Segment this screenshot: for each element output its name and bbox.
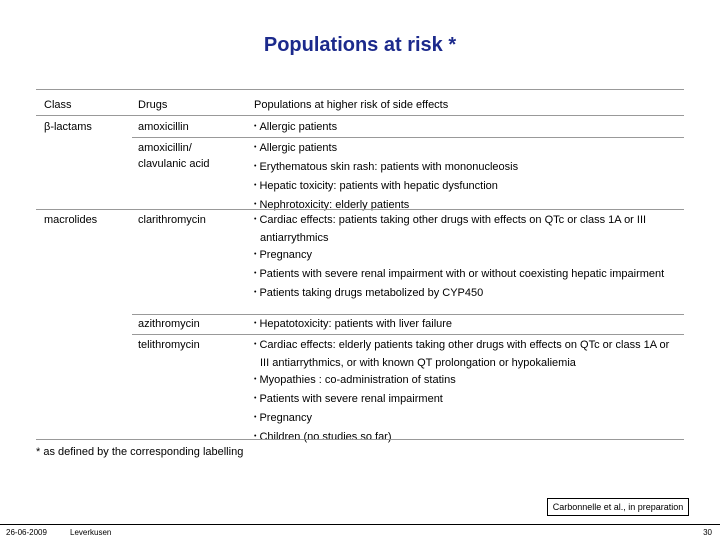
populations-amoxicillin bbox=[254, 119, 684, 138]
population-item: • Hepatotoxicity: patients with liver failure bbox=[254, 316, 684, 334]
populations-telithromycin bbox=[254, 337, 680, 448]
population-item: • Cardiac effects: elderly patients taking other drugs with effects on QTc or class 1A or III antiarrythmics, or with known QT prolongation or hypokaliemia bbox=[254, 337, 680, 371]
footnote: * as defined by the corresponding labelling bbox=[36, 446, 244, 458]
class-beta-lactams: β-lactams bbox=[44, 121, 92, 133]
population-item: • Pregnancy bbox=[254, 410, 680, 428]
population-item: • Cardiac effects: patients taking other drugs with effects on QTc or class 1A or III antiarrythmics bbox=[254, 212, 680, 246]
class-macrolides: macrolides bbox=[44, 214, 98, 226]
populations-amoxicillin-clavulanic bbox=[254, 140, 684, 216]
table-bottom-rule bbox=[36, 439, 684, 440]
row-divider bbox=[132, 334, 684, 335]
row-divider bbox=[36, 209, 684, 210]
drug-amoxicillin-clavulanic: amoxicillin/ clavulanic acid bbox=[138, 142, 210, 170]
header-class: Class bbox=[44, 99, 72, 111]
population-item: • Allergic patients bbox=[254, 140, 684, 158]
population-item: • Children (no studies so far) bbox=[254, 429, 680, 447]
header-rule bbox=[36, 115, 684, 116]
population-item: • Myopathies : co-administration of statins bbox=[254, 372, 680, 390]
footer-page-number: 30 bbox=[703, 528, 712, 537]
row-divider bbox=[132, 314, 684, 315]
population-item: • Patients with severe renal impairment with or without coexisting hepatic impairment bbox=[254, 266, 680, 284]
source-reference: Carbonnelle et al., in preparation bbox=[547, 498, 689, 516]
drug-clarithromycin: clarithromycin bbox=[138, 214, 206, 226]
header-populations: Populations at higher risk of side effects bbox=[254, 99, 449, 111]
population-item: • Erythematous skin rash: patients with mononucleosis bbox=[254, 159, 684, 177]
table-top-rule bbox=[36, 89, 684, 90]
footer-date: 26-06-2009 bbox=[6, 528, 47, 537]
drug-telithromycin: telithromycin bbox=[138, 339, 200, 351]
populations-clarithromycin bbox=[254, 212, 680, 304]
drug-azithromycin: azithromycin bbox=[138, 318, 200, 330]
population-item: • Pregnancy bbox=[254, 247, 680, 265]
population-item: • Patients with severe renal impairment bbox=[254, 391, 680, 409]
population-item: • Allergic patients bbox=[254, 119, 684, 137]
footer-location: Leverkusen bbox=[70, 528, 112, 537]
population-item: • Nephrotoxicity: elderly patients bbox=[254, 197, 684, 215]
population-item: • Patients taking drugs metabolized by CYP450 bbox=[254, 285, 680, 303]
populations-azithromycin bbox=[254, 316, 684, 335]
drug-amoxicillin: amoxicillin bbox=[138, 121, 189, 133]
row-divider bbox=[132, 137, 684, 138]
population-item: • Hepatic toxicity: patients with hepatic dysfunction bbox=[254, 178, 684, 196]
header-drugs: Drugs bbox=[138, 99, 168, 111]
page-title: Populations at risk * bbox=[263, 34, 457, 56]
footer-rule bbox=[0, 524, 720, 525]
